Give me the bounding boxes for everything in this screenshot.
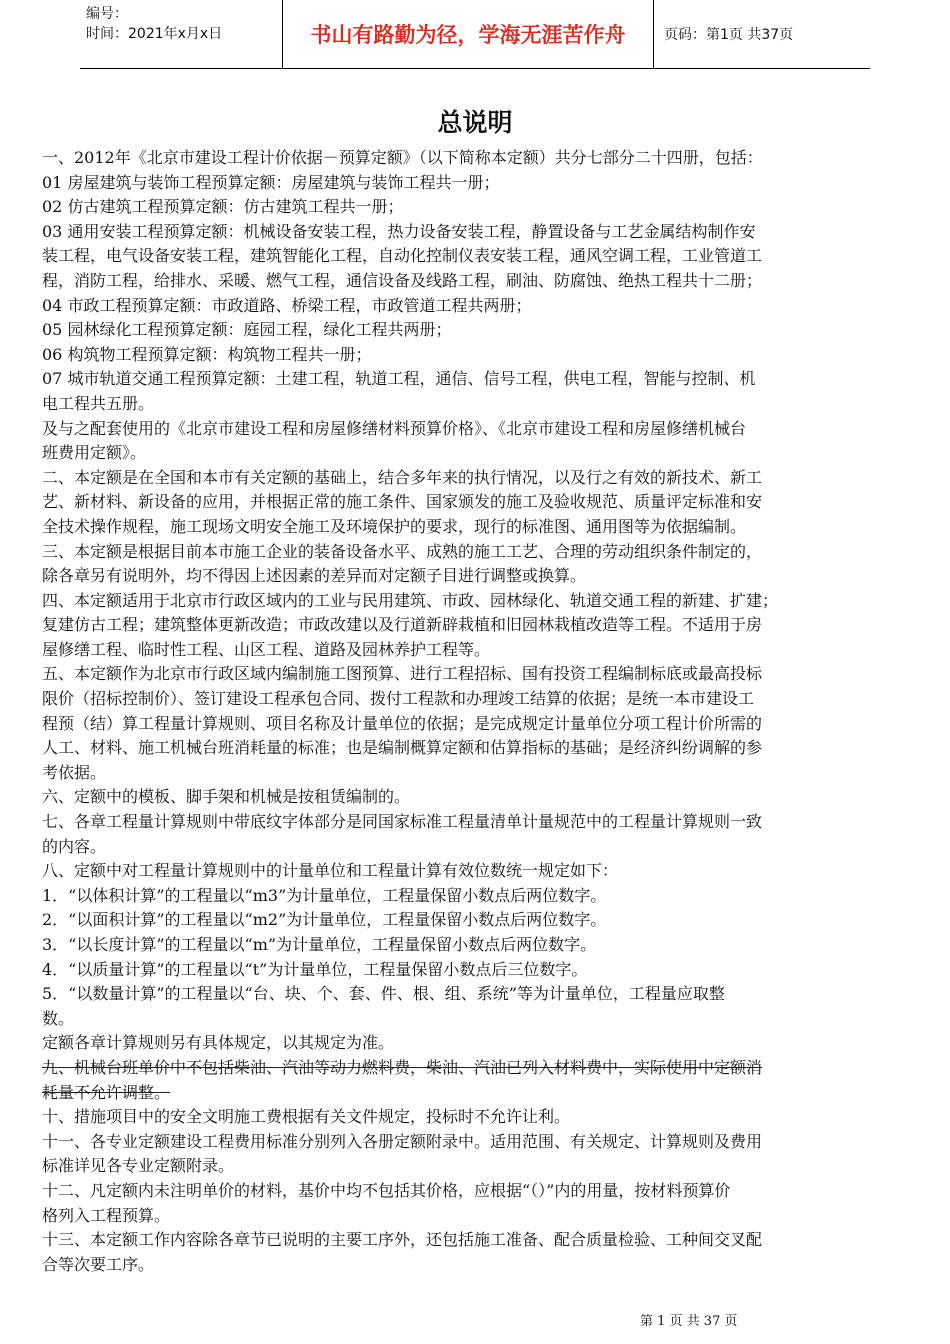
text-line: 程预（结）算工程量计算规则、项目名称及计量单位的依据；是完成规定计量单位分项工程计价所需的: [42, 713, 763, 733]
text-line: 定额各章计算规则另有具体规定，以其规定为准。: [42, 1033, 395, 1053]
text-line: 艺、新材料、新设备的应用，并根据正常的施工条件、国家颁发的施工及验收规范、质量评定标准和安: [42, 492, 763, 512]
header-motto: 书山有路勤为径，学海无涯苦作舟: [282, 0, 654, 68]
text-line: 07 城市轨道交通工程预算定额：土建工程，轨道工程，通信、信号工程，供电工程，智能与控制、机: [42, 369, 756, 389]
text-line: 合等次要工序。: [42, 1254, 155, 1274]
text-line: 五、本定额作为北京市行政区域内编制施工图预算、进行工程招标、国有投资工程编制标底或最高投标: [42, 664, 763, 684]
text-line: 限价（招标控制价）、签订建设工程承包合同、拨付工程款和办理竣工结算的依据；是统一本市建设工: [42, 689, 755, 709]
text-line: 十三、本定额工作内容除各章节已说明的主要工序外，还包括施工准备、配合质量检验、工种间交叉配: [42, 1230, 763, 1250]
text-line: 十二、凡定额内未注明单价的材料，基价中均不包括其价格，应根据“（）”内的用量，按材料预算价: [42, 1180, 731, 1200]
text-line: 除各章另有说明外，均不得因上述因素的差异而对定额子目进行调整或换算。: [42, 566, 587, 586]
text-line: 标准详见各专业定额附录。: [42, 1156, 235, 1176]
text-line: 2．“以面积计算”的工程量以“m2”为计量单位，工程量保留小数点后两位数字。: [42, 910, 607, 930]
text-line: 02 仿古建筑工程预算定额：仿古建筑工程共一册；: [42, 197, 404, 217]
text-line: 班费用定额》。: [42, 443, 147, 463]
text-line: 一、2012年《北京市建设工程计价依据－预算定额》（以下简称本定额）共分七部分二十四册，包括：: [42, 148, 763, 167]
text-line: 电工程共五册。: [42, 393, 155, 413]
text-line: 1．“以体积计算”的工程量以“m3”为计量单位，工程量保留小数点后两位数字。: [42, 885, 607, 905]
text-line: 05 园林绿化工程预算定额：庭园工程，绿化工程共两册；: [42, 320, 452, 340]
text-line: 01 房屋建筑与装饰工程预算定额：房屋建筑与装饰工程共一册；: [42, 172, 500, 192]
text-line: 06 构筑物工程预算定额：构筑物工程共一册；: [42, 344, 372, 364]
text-line: 二、本定额是在全国和本市有关定额的基础上，结合多年来的执行情况，以及行之有效的新技术、新工: [42, 467, 763, 487]
text-line-struck: 九、机械台班单价中不包括柴油、汽油等动力燃料费，柴油、汽油已列入材料费中，实际使用中定额消: [42, 1057, 763, 1077]
text-line: 5．“以数量计算”的工程量以“台、块、个、套、件、根、组、系统”等为计量单位，工程量应取整: [42, 984, 725, 1004]
document-body: [42, 146, 910, 1277]
page-footer: 第 1 页 共 37 页: [640, 1314, 738, 1329]
text-line: 04 市政工程预算定额：市政道路、桥梁工程，市政管道工程共两册；: [42, 295, 532, 315]
document-time: 时间：2021年x月x日: [86, 26, 223, 42]
text-line: 数。: [42, 1008, 75, 1028]
text-line-struck: 耗量不允许调整。: [42, 1082, 171, 1102]
text-line: 全技术操作规程，施工现场文明安全施工及环境保护的要求，现行的标准图、通用图等为依据编制。: [42, 516, 747, 536]
text-line: 及与之配套使用的《北京市建设工程和房屋修缮材料预算价格》、《北京市建设工程和房屋修缮机械台: [42, 418, 747, 438]
page-title: 总说明: [437, 108, 513, 137]
text-line: 程，消防工程，给排水、采暖、燃气工程，通信设备及线路工程，刷油、防腐蚀、绝热工程共十二册；: [42, 270, 763, 290]
text-line: 三、本定额是根据目前本市施工企业的装备设备水平、成熟的施工工艺、合理的劳动组织条件制定的，: [42, 541, 763, 561]
text-line: 八、定额中对工程量计算规则中的计量单位和工程量计算有效位数统一规定如下：: [42, 861, 619, 881]
text-line: 的内容。: [42, 836, 107, 856]
text-line: 十一、各专业定额建设工程费用标准分别列入各册定额附录中。适用范围、有关规定、计算规则及费用: [42, 1131, 763, 1151]
page-header: [80, 0, 870, 69]
text-line: 六、定额中的模板、脚手架和机械是按租赁编制的。: [42, 787, 411, 807]
text-line: 屋修缮工程、临时性工程、山区工程、道路及园林养护工程等。: [42, 639, 491, 659]
text-line: 装工程，电气设备安装工程，建筑智能化工程，自动化控制仪表安装工程，通风空调工程，工业管道工: [42, 246, 763, 266]
text-line: 四、本定额适用于北京市行政区域内的工业与民用建筑、市政、园林绿化、轨道交通工程的新建、扩建；: [42, 590, 779, 610]
text-line: 3．“以长度计算”的工程量以“m”为计量单位，工程量保留小数点后两位数字。: [42, 935, 597, 954]
text-line: 4．“以质量计算”的工程量以“t”为计量单位，工程量保留小数点后三位数字。: [42, 959, 588, 979]
text-line: 十、措施项目中的安全文明施工费根据有关文件规定，投标时不允许让利。: [42, 1107, 571, 1127]
text-line: 考依据。: [42, 762, 107, 782]
text-line: 03 通用安装工程预算定额：机械设备安装工程，热力设备安装工程，静置设备与工艺金属结构制作安: [42, 221, 756, 241]
text-line: 人工、材料、施工机械台班消耗量的标准；也是编制概算定额和估算指标的基础；是经济纠纷调解的参: [42, 738, 763, 758]
text-line: 七、各章工程量计算规则中带底纹字体部分是同国家标准工程量清单计量规范中的工程量计算规则一致: [42, 812, 763, 832]
header-left: [80, 0, 282, 68]
header-page-info: 页码：第1页 共37页: [664, 27, 794, 43]
text-line: 格列入工程预算。: [42, 1205, 171, 1225]
document-number-label: 编号：: [86, 6, 128, 22]
text-line: 复建仿古工程；建筑整体更新改造；市政改建以及行道新辟栽植和旧园林栽植改造等工程。不适用于房: [42, 615, 763, 635]
